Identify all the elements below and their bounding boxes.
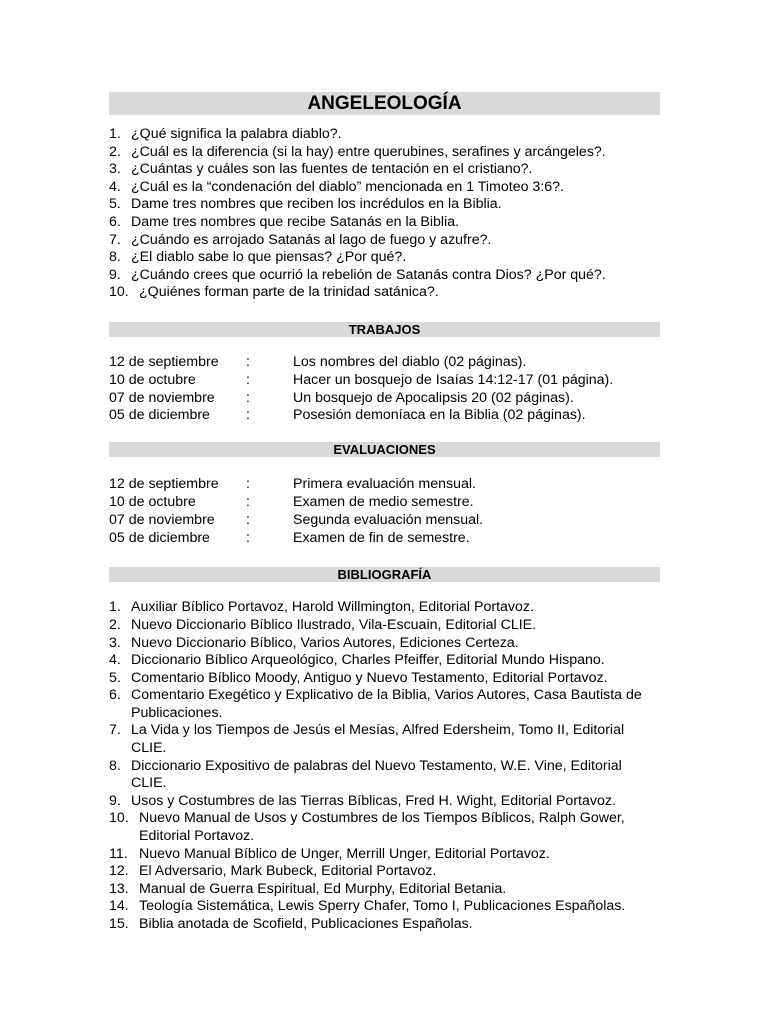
bibliography-item — [109, 881, 660, 899]
item-text: ¿Qué significa la palabra diablo?. — [131, 126, 342, 142]
schedule-description: Segunda evaluación mensual. — [293, 511, 484, 528]
item-text: ¿Cuándo es arrojado Satanás al lago de fuego y azufre?. — [131, 231, 492, 248]
item-text: Diccionario Bíblico Arqueológico, Charles Pfeiffer, Editorial Mundo Hispano. — [131, 652, 605, 669]
schedule-description: Un bosquejo de Apocalipsis 20 (02 páginas). — [293, 389, 574, 406]
item-number: 6. — [109, 213, 121, 230]
item-text: Biblia anotada de Scofield, Publicaciones Españolas. — [139, 916, 473, 932]
schedule-date: 12 de septiembre — [109, 353, 219, 370]
schedule-date: 10 de octubre — [109, 371, 196, 388]
evaluaciones-schedule — [109, 476, 660, 547]
item-text: Diccionario Expositivo de palabras del Nuevo Testamento, W.E. Vine, Editorial CLIE. — [131, 757, 622, 792]
schedule-row — [109, 476, 660, 494]
schedule-description: Examen de fin de semestre. — [293, 529, 470, 546]
item-number: 4. — [109, 652, 121, 669]
schedule-separator: : — [246, 407, 250, 424]
schedule-date: 05 de diciembre — [109, 407, 210, 424]
item-text: ¿Cuál es la diferencia (si la hay) entre querubines, serafines y arcángeles?. — [131, 143, 606, 160]
item-number: 2. — [109, 143, 121, 160]
bibliography-item — [109, 617, 660, 635]
section-heading-trabajos: TRABAJOS — [109, 322, 660, 337]
bibliography-item — [109, 687, 660, 722]
item-number: 14. — [109, 898, 129, 915]
bibliography-item — [109, 652, 660, 670]
item-text: Usos y Costumbres de las Tierras Bíblicas, Fred H. Wight, Editorial Portavoz. — [131, 792, 616, 809]
document-page — [109, 92, 660, 934]
section-heading-evaluaciones: EVALUACIONES — [109, 442, 660, 457]
item-text: ¿El diablo sabe lo que piensas? ¿Por qué?. — [131, 249, 407, 266]
schedule-description: Hacer un bosquejo de Isaías 14:12-17 (01 página). — [293, 371, 614, 388]
item-number: 8. — [109, 757, 121, 774]
item-number: 6. — [109, 687, 121, 704]
question-item — [109, 144, 660, 162]
schedule-row — [109, 530, 660, 548]
bibliography-list — [109, 599, 660, 933]
item-number: 11. — [109, 845, 128, 862]
item-number: 5. — [109, 669, 121, 686]
schedule-description: Examen de medio semestre. — [293, 493, 474, 510]
schedule-date: 07 de noviembre — [109, 389, 215, 406]
schedule-row — [109, 354, 660, 372]
item-number: 12. — [109, 863, 129, 880]
question-item — [109, 267, 660, 285]
question-item — [109, 126, 660, 144]
section-heading-bibliografia: BIBLIOGRAFÍA — [109, 567, 660, 582]
question-item — [109, 284, 660, 302]
item-text: Auxiliar Bíblico Portavoz, Harold Willmington, Editorial Portavoz. — [131, 599, 534, 616]
question-item — [109, 196, 660, 214]
item-number: 9. — [109, 266, 121, 283]
schedule-date: 07 de noviembre — [109, 511, 215, 528]
item-text: Nuevo Diccionario Bíblico, Varios Autores, Ediciones Certeza. — [131, 634, 519, 651]
bibliography-item — [109, 846, 660, 864]
item-number: 5. — [109, 196, 121, 213]
item-number: 3. — [109, 634, 121, 651]
item-text: Nuevo Manual de Usos y Costumbres de los Tiempos Bíblicos, Ralph Gower, Editorial Portavoz. — [139, 810, 625, 845]
item-number: 7. — [109, 231, 121, 248]
schedule-date: 05 de diciembre — [109, 529, 210, 546]
item-text: Nuevo Manual Bíblico de Unger, Merrill Unger, Editorial Portavoz. — [139, 845, 550, 862]
item-number: 1. — [109, 126, 121, 142]
item-text: Teología Sistemática, Lewis Sperry Chafer, Tomo I, Publicaciones Españolas. — [139, 898, 626, 915]
item-text: ¿Quiénes forman parte de la trinidad satánica?. — [139, 284, 439, 301]
schedule-separator: : — [246, 353, 250, 370]
item-text: Dame tres nombres que recibe Satanás en la Biblia. — [131, 213, 460, 230]
bibliography-item — [109, 722, 660, 757]
bibliography-item — [109, 810, 660, 845]
item-text: Comentario Bíblico Moody, Antiguo y Nuevo Testamento, Editorial Portavoz. — [131, 669, 608, 686]
bibliography-item — [109, 916, 660, 934]
bibliography-item — [109, 635, 660, 653]
question-item — [109, 232, 660, 250]
question-item — [109, 179, 660, 197]
item-text: Nuevo Diccionario Bíblico Ilustrado, Vila-Escuain, Editorial CLIE. — [131, 616, 537, 633]
trabajos-schedule — [109, 354, 660, 425]
schedule-date: 12 de septiembre — [109, 476, 219, 493]
item-text: ¿Cuál es la “condenación del diablo” mencionada en 1 Timoteo 3:6?. — [131, 178, 564, 195]
item-number: 10. — [109, 284, 129, 301]
item-number: 3. — [109, 161, 121, 178]
item-number: 15. — [109, 916, 129, 932]
schedule-description: Los nombres del diablo (02 páginas). — [293, 353, 527, 370]
page-title: ANGELEOLOGÍA — [109, 92, 660, 115]
question-item — [109, 161, 660, 179]
schedule-description: Posesión demoníaca en la Biblia (02 páginas). — [293, 407, 586, 424]
item-number: 7. — [109, 722, 121, 739]
item-number: 13. — [109, 880, 129, 897]
schedule-description: Primera evaluación mensual. — [293, 476, 476, 493]
item-number: 10. — [109, 810, 129, 827]
item-text: Manual de Guerra Espiritual, Ed Murphy, Editorial Betania. — [139, 880, 507, 897]
schedule-separator: : — [246, 389, 250, 406]
item-number: 4. — [109, 178, 121, 195]
item-text: ¿Cuándo crees que ocurrió la rebelión de Satanás contra Dios? ¿Por qué?. — [131, 266, 606, 283]
schedule-row — [109, 494, 660, 512]
item-text: La Vida y los Tiempos de Jesús el Mesías, Alfred Edersheim, Tomo II, Editorial CLIE. — [131, 722, 625, 757]
item-number: 2. — [109, 616, 121, 633]
question-item — [109, 249, 660, 267]
bibliography-item — [109, 599, 660, 617]
bibliography-item — [109, 863, 660, 881]
question-list — [109, 126, 660, 302]
schedule-separator: : — [246, 371, 250, 388]
schedule-row — [109, 407, 660, 425]
schedule-row — [109, 372, 660, 390]
item-text: Comentario Exegético y Explicativo de la Biblia, Varios Autores, Casa Bautista de Publicaciones. — [131, 687, 642, 721]
bibliography-item — [109, 670, 660, 688]
schedule-separator: : — [246, 476, 250, 493]
schedule-date: 10 de octubre — [109, 493, 196, 510]
schedule-row — [109, 390, 660, 408]
bibliography-item — [109, 758, 660, 793]
item-number: 9. — [109, 792, 121, 809]
bibliography-item — [109, 793, 660, 811]
item-number: 8. — [109, 249, 121, 266]
item-text: ¿Cuántas y cuáles son las fuentes de tentación en el cristiano?. — [131, 161, 533, 178]
schedule-separator: : — [246, 493, 250, 510]
question-item — [109, 214, 660, 232]
schedule-row — [109, 512, 660, 530]
schedule-separator: : — [246, 511, 250, 528]
schedule-separator: : — [246, 529, 250, 546]
item-number: 1. — [109, 599, 121, 616]
item-text: El Adversario, Mark Bubeck, Editorial Portavoz. — [139, 863, 437, 880]
item-text: Dame tres nombres que reciben los incrédulos en la Biblia. — [131, 196, 502, 213]
bibliography-item — [109, 898, 660, 916]
